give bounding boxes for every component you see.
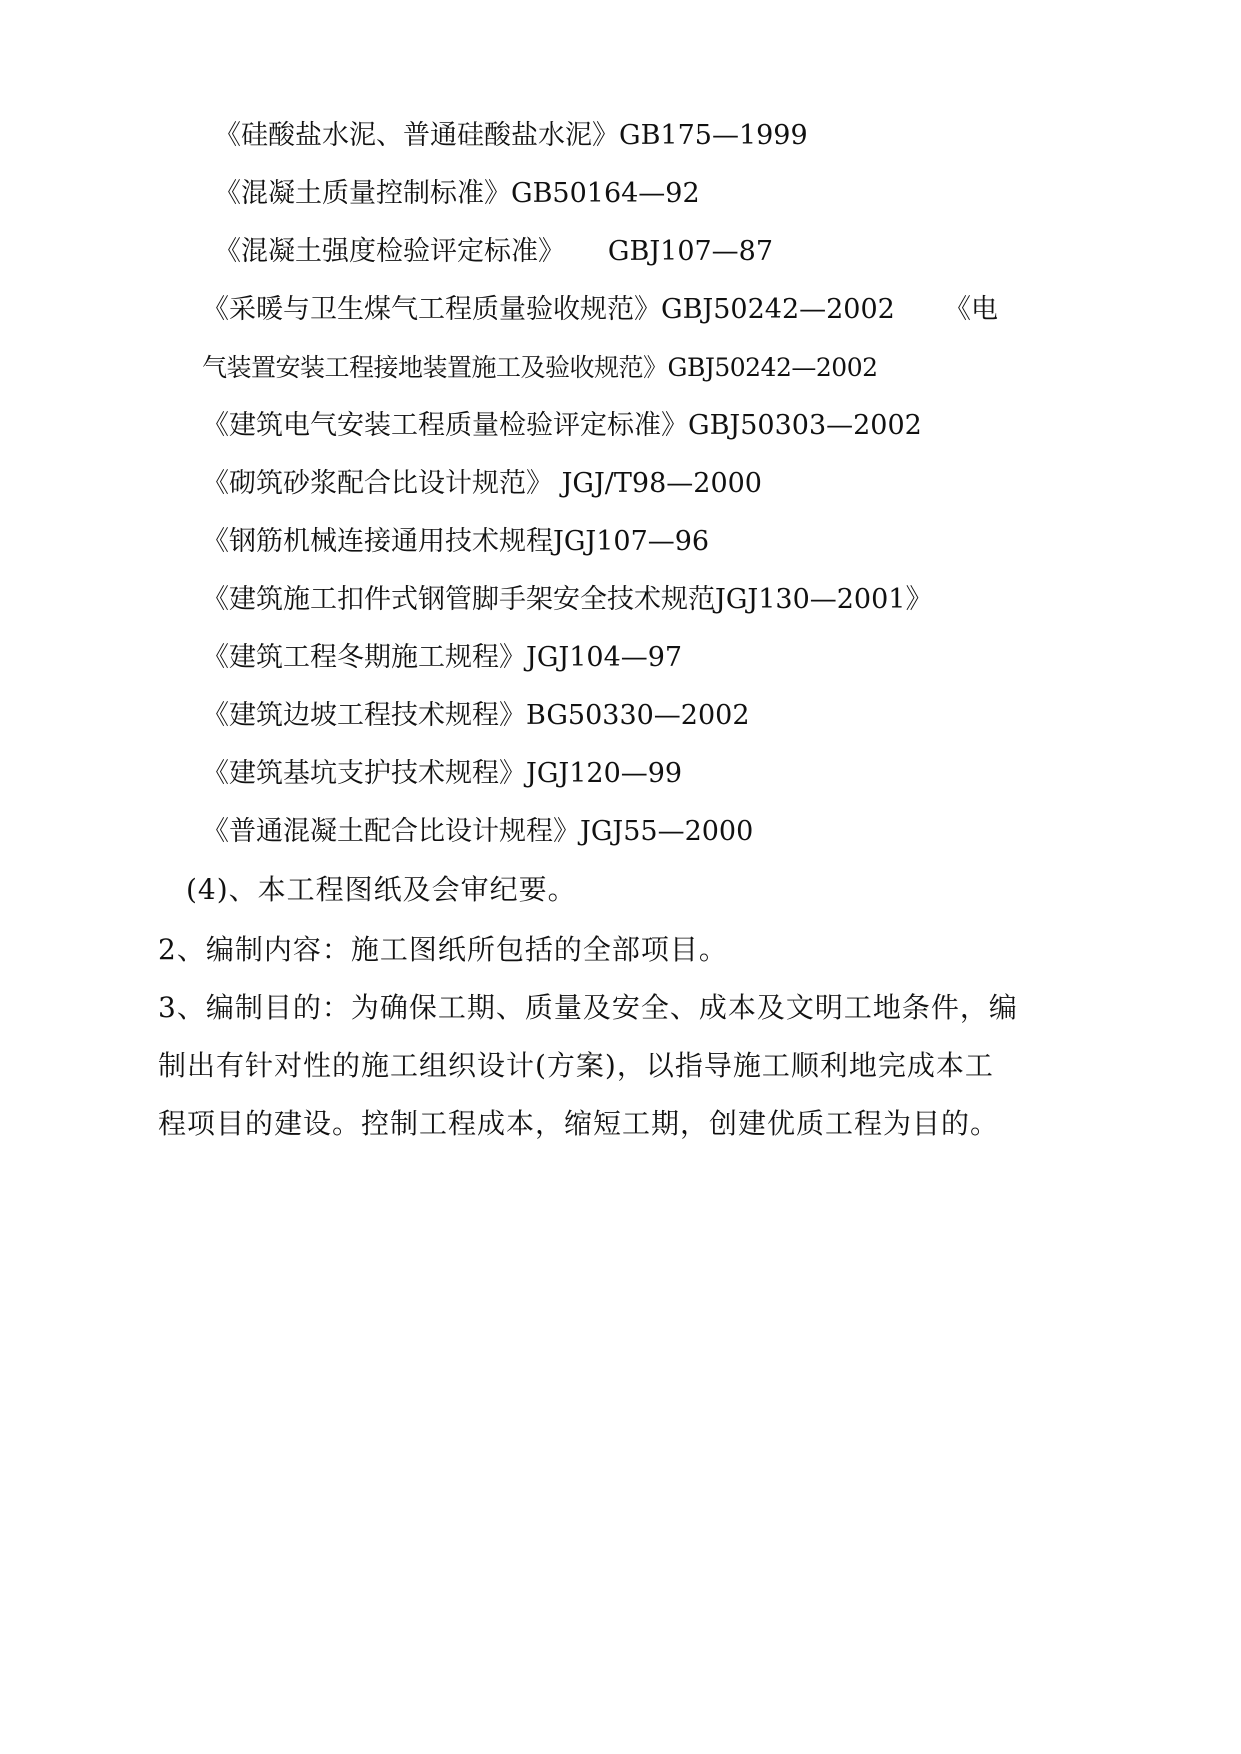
paragraph-line: 制出有针对性的施工组织设计(方案)，以指导施工顺利地完成本工	[158, 1049, 994, 1082]
standard-line: 气装置安装工程接地装置施工及验收规范》GBJ50242—2002	[202, 353, 878, 382]
standard-line: 《建筑施工扣件式钢管脚手架安全技术规范JGJ130—2001》	[202, 584, 933, 615]
standard-line: 《普通混凝土配合比设计规程》JGJ55—2000	[202, 816, 754, 847]
standard-line: 《采暖与卫生煤气工程质量验收规范》GBJ50242—2002	[202, 294, 895, 325]
standard-line: 《建筑边坡工程技术规程》BG50330—2002	[202, 700, 750, 731]
standard-line-fragment: 《电	[944, 294, 998, 325]
list-item: 2、编制内容：施工图纸所包括的全部项目。	[158, 933, 728, 966]
standard-line: 《混凝土质量控制标准》GB50164—92	[214, 178, 700, 209]
paragraph-line: 3、编制目的：为确保工期、质量及安全、成本及文明工地条件，编	[158, 991, 1018, 1024]
standard-line: 《钢筋机械连接通用技术规程JGJ107—96	[202, 526, 710, 557]
standard-line: 《建筑电气安装工程质量检验评定标准》GBJ50303—2002	[202, 410, 922, 441]
standard-line: 《硅酸盐水泥、普通硅酸盐水泥》GB175—1999	[214, 120, 808, 151]
list-item: (4)、本工程图纸及会审纪要。	[186, 873, 577, 906]
standard-line: 《混凝土强度检验评定标准》 GBJ107—87	[214, 236, 774, 267]
standard-line: 《建筑工程冬期施工规程》JGJ104—97	[202, 642, 683, 673]
standard-line: 《砌筑砂浆配合比设计规范》 JGJ/T98—2000	[202, 468, 762, 499]
standard-line: 《建筑基坑支护技术规程》JGJ120—99	[202, 758, 683, 789]
paragraph-line: 程项目的建设。控制工程成本，缩短工期，创建优质工程为目的。	[158, 1107, 1000, 1140]
